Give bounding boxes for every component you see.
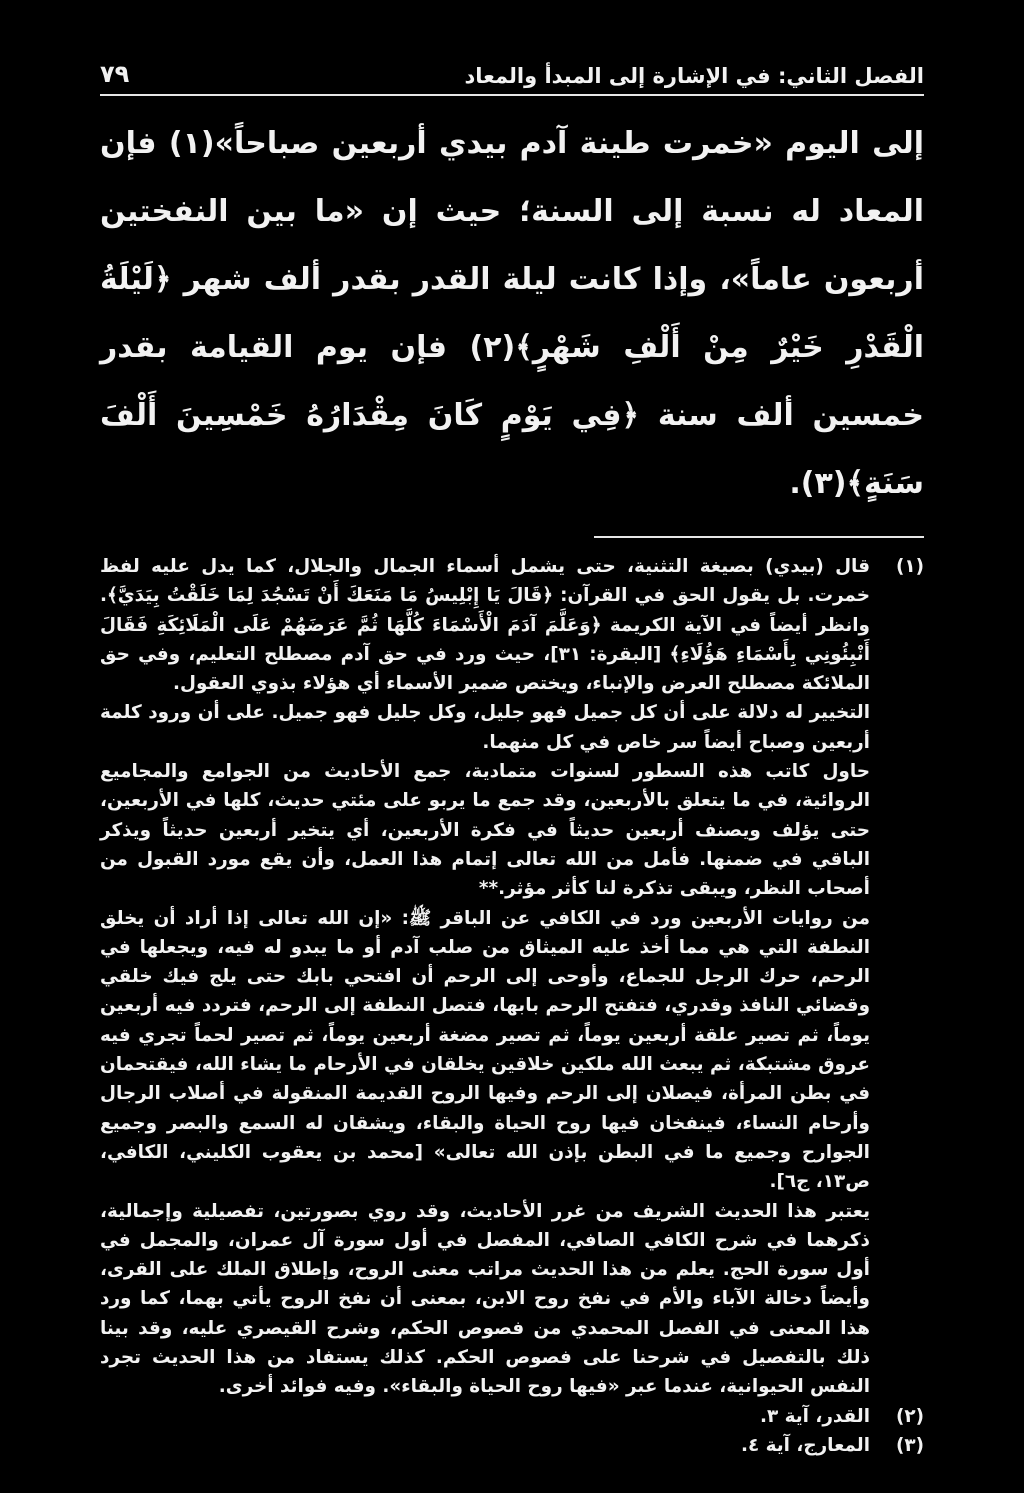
footnote-paragraph: حاول كاتب هذه السطور لسنوات متمادية، جمع الأحاديث من الجوامع والمجاميع الروائية، في ما يتعلق بالأربعين، وقد جمع ما يربو على مئتي حديث، كلها في الأربعين، حتى يؤلف ويصنف أربعين حديثاً في فكرة الأربعين، أي يتخير أربعين حديثاً ويذكر الباقي في ضمنها. فأمل من الله تعالى إتمام هذا العمل، وأن يقع مورد القبول من أصحاب النظر، ويبقى تذكرة لنا كأثر مؤثر.** xyxy=(100,761,870,900)
running-title: الفصل الثاني: في الإشارة إلى المبدأ والمعاد xyxy=(464,64,924,88)
footnote-number: (٣) xyxy=(895,1434,924,1456)
footnote-2 xyxy=(100,1402,924,1431)
footnote-separator xyxy=(594,536,924,538)
footnote-1 xyxy=(100,552,924,1402)
main-text xyxy=(100,110,924,518)
footnote-paragraph: من روايات الأربعين ورد في الكافي عن الباقر ﷺ: «إن الله تعالى إذا أراد أن يخلق النطفة التي هي مما أخذ عليه الميثاق من صلب آدم أو ما يبدو له فيه، ويجعلها في الرحم، حرك الرجل للجماع، وأوحى إلى الرحم أن افتحي بابك حتى يلج فيك خلقي وقضائي النافذ وقدري، فتفتح الرحم بابها، فتصل النطفة إلى الرحم، فتردد فيه أربعين يوماً، ثم تصير علقة أربعين يوماً، ثم تصير مضغة أربعين يوماً، ثم تصير لحماً تجري فيه عروق مشتبكة، ثم يبعث الله ملكين خلاقين يخلقان في الأرحام ما يشاء الله، فيقتحمان في بطن المرأة، فيصلان إلى الرحم وفيها الروح القديمة المنقولة في أصلاب الرجال وأرحام النساء، فينفخان فيها روح الحياة والبقاء، ويشقان له السمع والبصر وجميع الجوارح وجميع ما في البطن بإذن الله تعالى» [محمد بن يعقوب الكليني، الكافي، ص١٣، ج٦]. xyxy=(100,907,870,1193)
page-number: ٧٩ xyxy=(100,60,130,88)
footnote-body xyxy=(100,1431,870,1460)
footnote-paragraph: القدر، آية ٣. xyxy=(759,1405,870,1427)
running-header xyxy=(100,48,924,96)
footnote-number: (١) xyxy=(895,556,924,577)
footnote-number: (٢) xyxy=(895,1405,924,1427)
main-paragraph: إلى اليوم «خمرت طينة آدم بيدي أربعين صباحاً»(١) فإن المعاد له نسبة إلى السنة؛ حيث إن «ما بين النفختين أربعون عاماً»، وإذا كانت ليلة القدر بقدر ألف شهر ﴿لَيْلَةُ الْقَدْرِ خَيْرٌ مِنْ أَلْفِ شَهْرٍ﴾(٢) فإن يوم القيامة بقدر خمسين ألف سنة ﴿فِي يَوْمٍ كَانَ مِقْدَارُهُ خَمْسِينَ أَلْفَ سَنَةٍ﴾(٣). xyxy=(100,126,925,501)
footnote-paragraph: قال (بيدي) بصيغة التثنية، حتى يشمل أسماء الجمال والجلال، كما يدل عليه لفظ خمرت. بل يقول الحق في القرآن: ﴿قَالَ يَا إِبْلِيسُ مَا مَنَعَكَ أَنْ تَسْجُدَ لِمَا خَلَقْتُ بِيَدَيَّ﴾. وانظر أيضاً في الآية الكريمة ﴿وَعَلَّمَ آدَمَ الْأَسْمَاءَ كُلَّهَا ثُمَّ عَرَضَهُمْ عَلَى الْمَلَائِكَةِ فَقَالَ أَنْبِئُونِي بِأَسْمَاءِ هَؤُلَاءِ﴾ [البقرة: ٣١]، حيث ورد في حق آدم مصطلح التعليم، وفي حق الملائكة مصطلح العرض والإنباء، ويختص ضمير الأسماء أي هؤلاء بذوي العقول. xyxy=(100,556,871,695)
footnote-body xyxy=(100,552,870,1402)
footnote-body xyxy=(100,1402,870,1431)
footnote-paragraph: يعتبر هذا الحديث الشريف من غرر الأحاديث، وقد روي بصورتين، تفصيلية وإجمالية، ذكرهما في شرح الكافي الصافي، المفصل في أول سورة آل عمران، والمجمل في أول سورة الحج. يعلم من هذا الحديث مراتب معنى الروح، وإطلاق الملك على القرى، وأيضاً دخالة الآباء والأم في نفخ روح الابن، بمعنى أن نفخ الروح يأتي بهما، كما ورد هذا المعنى في الفصل المحمدي من فصوص الحكم، وشرح القيصري عليه، وقد بينا ذلك بالتفصيل في شرحنا على فصوص الحكم. كذلك يستفاد من هذا الحديث تجرد النفس الحيوانية، عندما عبر «فيها روح الحياة والبقاء». وفيه فوائد أخرى. xyxy=(100,1200,870,1398)
footnotes xyxy=(100,552,924,1460)
footnote-paragraph: التخيير له دلالة على أن كل جميل فهو جليل، وكل جليل فهو جميل. على أن ورود كلمة أربعين وصباح أيضاً سر خاص في كل منهما. xyxy=(100,702,870,753)
footnote-3 xyxy=(100,1431,924,1460)
footnote-paragraph: المعارج، آية ٤. xyxy=(740,1434,870,1456)
